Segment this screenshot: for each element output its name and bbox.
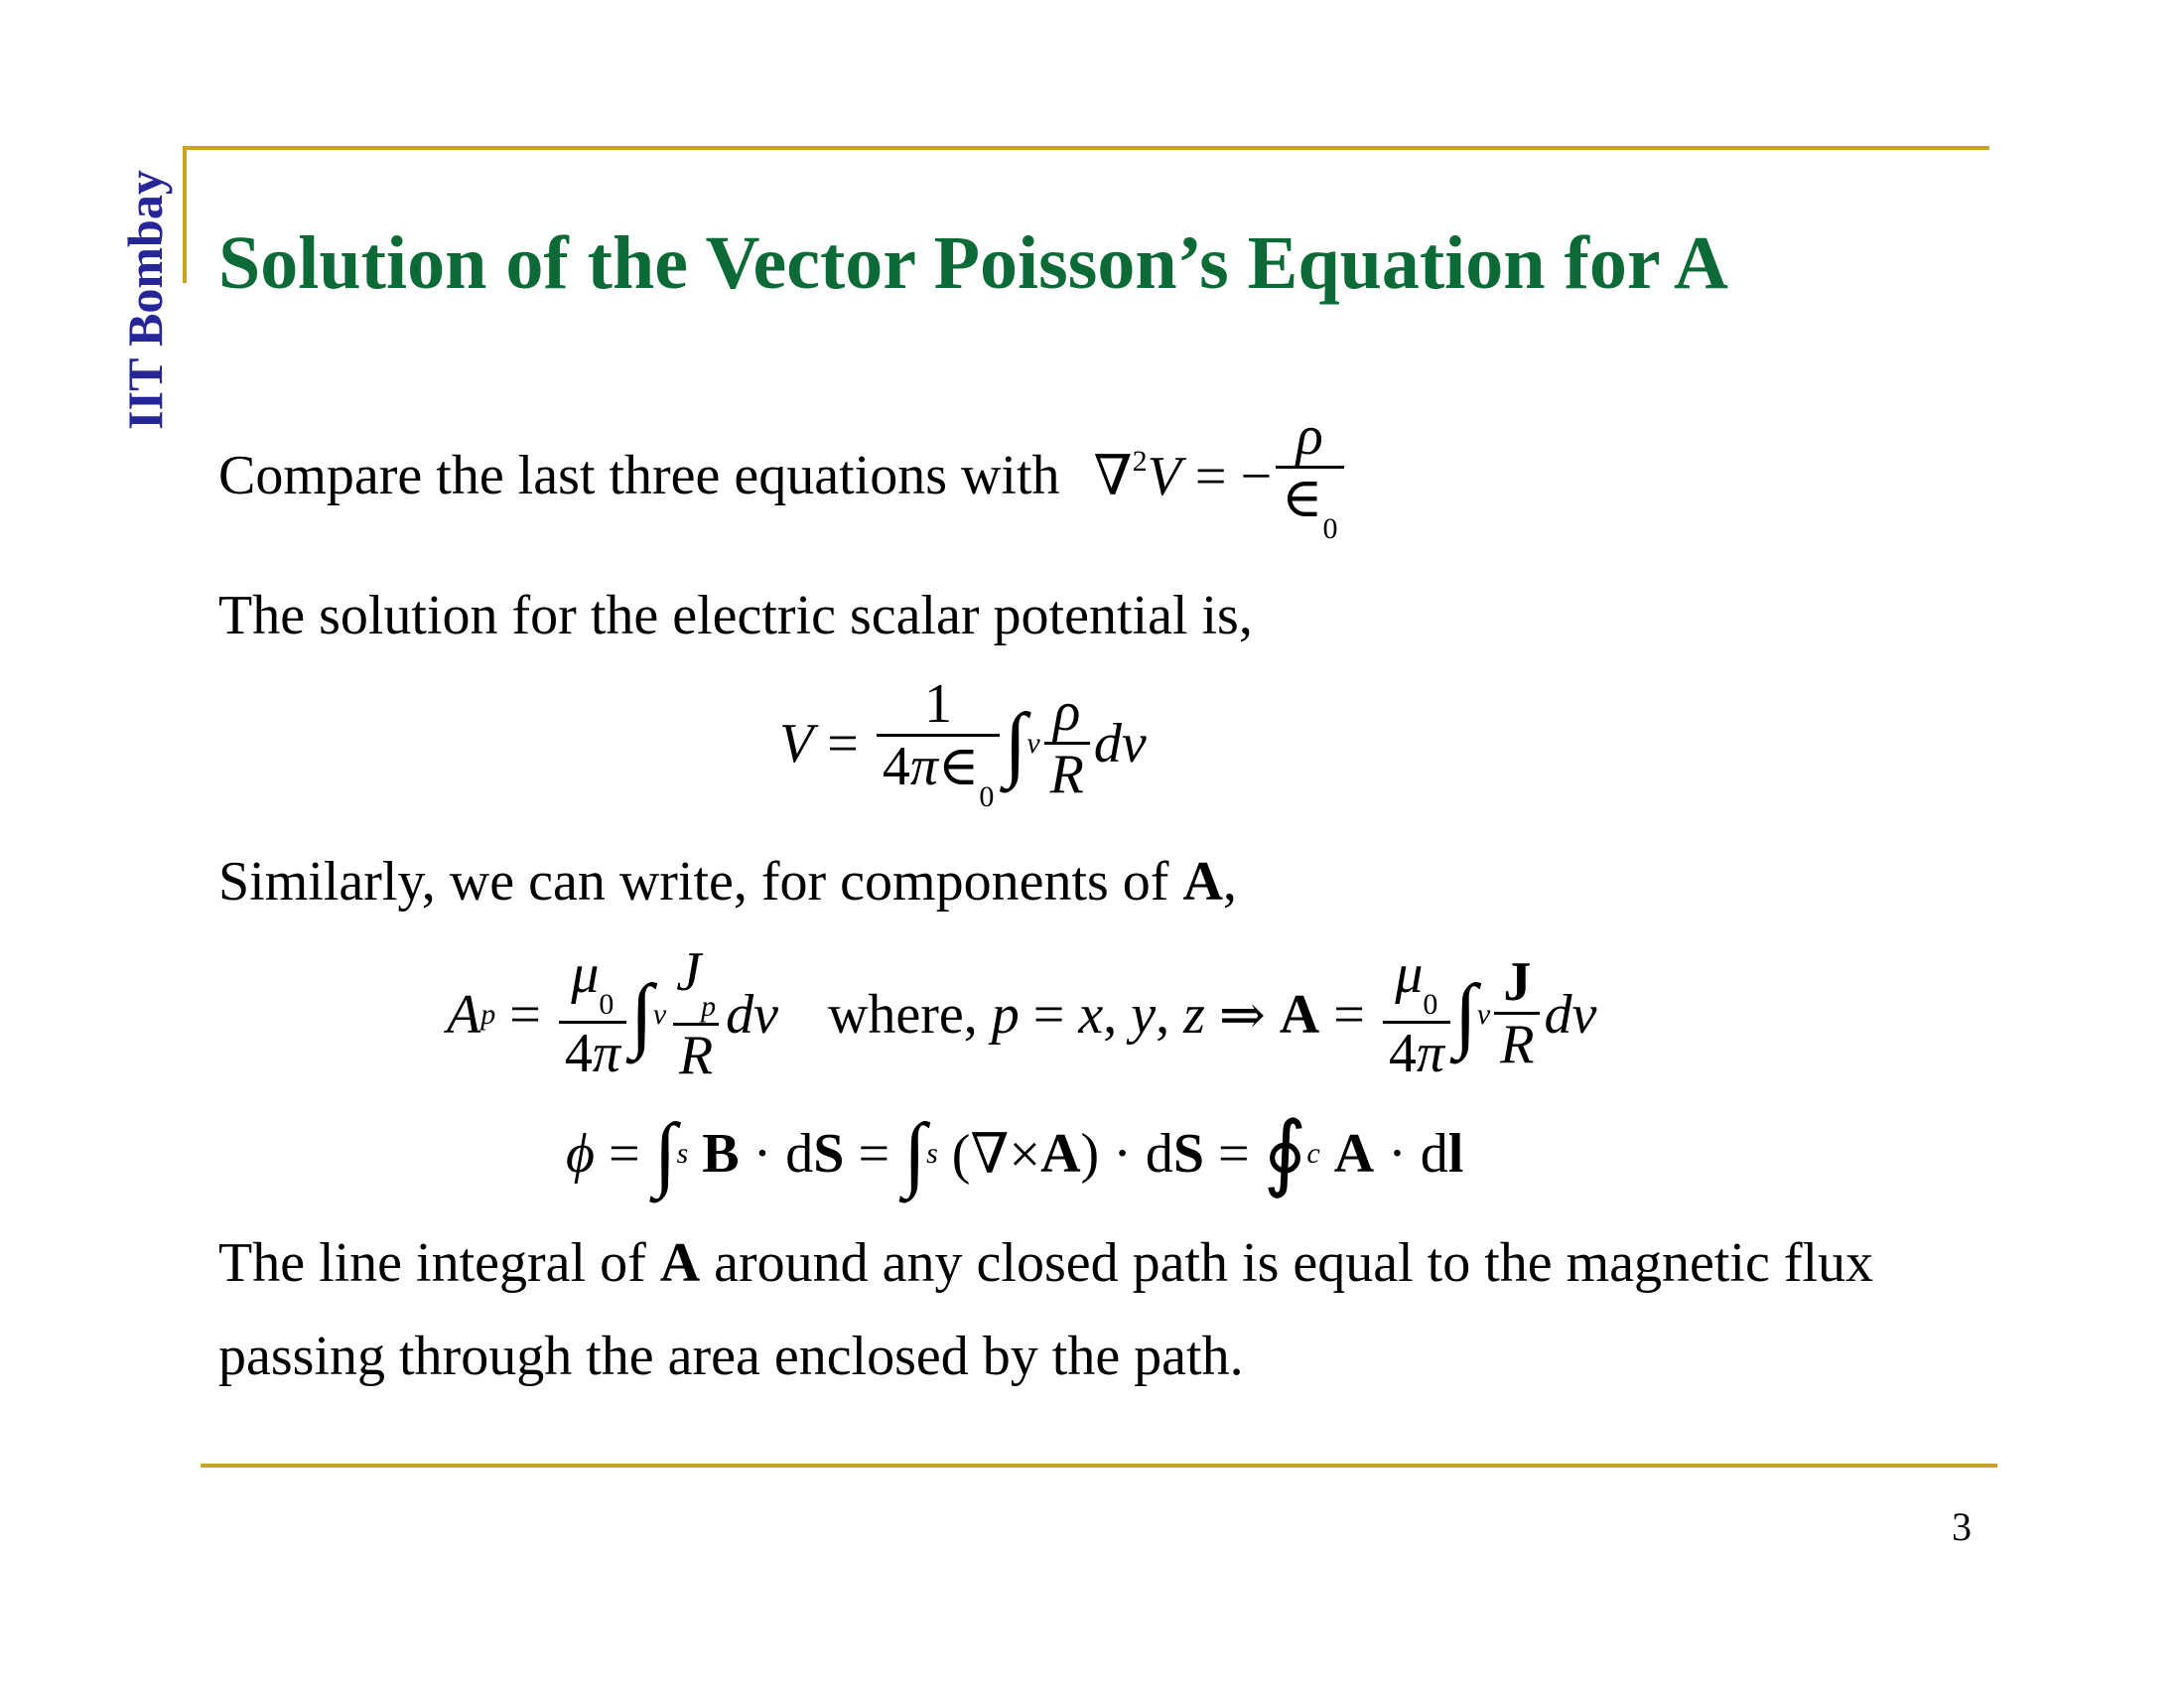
top-rule: [183, 146, 1989, 150]
line-integral-line: The line integral of A around any closed path is equal to the magnetic flux: [218, 1232, 1874, 1294]
compare-text: Compare the last three equations with: [218, 445, 1060, 507]
institution-label-text: IIT Bombay: [117, 170, 174, 430]
institution-label: [117, 151, 173, 449]
scalar-potential-line: The solution for the electric scalar potential is,: [218, 585, 1253, 646]
flux-formula: ϕ = ∫ s B · d S = ∫ s (∇× A ) · d S = ∮ c A · d l: [566, 1107, 1464, 1199]
scalar-potential-formula: V = $\frac{1}{4\pi\in_0}$ ∫ v $\frac{\rho}{R}$ dv: [779, 673, 1147, 813]
one-over-4pi-epsilon: $\frac{1}{4\pi\in_0}$: [877, 675, 1001, 813]
components-line: Similarly, we can write, for components of A,: [218, 851, 1237, 913]
poisson-equation: ∇$^2$V = −: [1093, 444, 1273, 507]
rho-over-r: $\frac{\rho}{R}$: [1044, 683, 1090, 805]
enclosed-area-line: passing through the area enclosed by the path.: [218, 1326, 1244, 1387]
page-number: 3: [1952, 1504, 1972, 1549]
rho-over-epsilon: $\frac{\rho}{\in_0}$: [1276, 407, 1343, 545]
vector-potential-formula: A p = $\frac{\mu_0}{4\pi}$ ∫ v $\frac{J_p}{R}$ dv where, p = x , y , z ⇒ A = $\frac{\mu_0}{4\pi}$ ∫ v $\frac{J}{R}$ dv: [447, 941, 1597, 1086]
left-rule: [183, 146, 187, 283]
compare-line: [218, 407, 1348, 545]
bottom-rule: [201, 1464, 1997, 1468]
slide-title: Solution of the Vector Poisson’s Equation for A: [218, 221, 1728, 305]
